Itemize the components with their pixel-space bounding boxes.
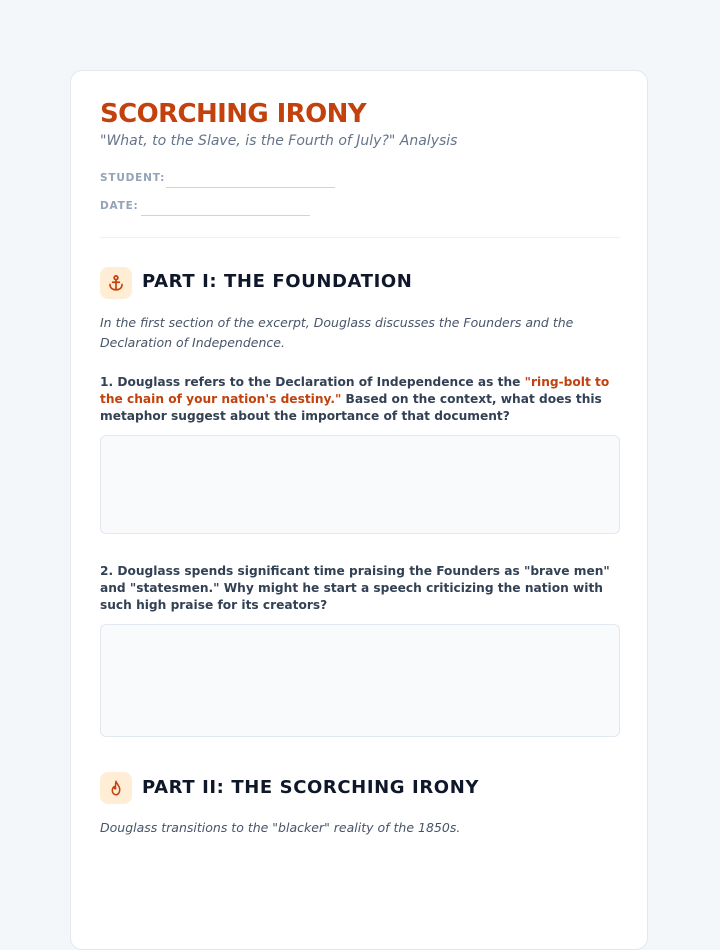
question-1-suffix: Based on the context, what does this metaphor suggest about the importance of that document? xyxy=(100,392,602,423)
date-label: DATE: xyxy=(100,200,139,212)
part2-intro: Douglass transitions to the "blacker" reality of the 1850s. xyxy=(100,820,461,835)
part1-intro: In the first section of the excerpt, Douglass discusses the Founders and the Declaration of Independence. xyxy=(100,315,574,350)
worksheet-card xyxy=(70,70,648,950)
header-divider xyxy=(100,237,620,238)
worksheet-subtitle: "What, to the Slave, is the Fourth of July?" Analysis xyxy=(100,133,458,149)
answer-box-1[interactable] xyxy=(100,435,620,534)
flame-icon xyxy=(100,772,132,804)
question-1-prefix: 1. Douglass refers to the Declaration of Independence as the xyxy=(100,375,525,389)
part1-title: PART I: THE FOUNDATION xyxy=(142,271,413,292)
question-1 xyxy=(100,374,620,425)
answer-box-2[interactable] xyxy=(100,624,620,737)
worksheet-title: SCORCHING IRONY xyxy=(100,99,366,129)
anchor-icon xyxy=(100,267,132,299)
part2-title: PART II: THE SCORCHING IRONY xyxy=(142,777,480,798)
student-field[interactable] xyxy=(166,187,335,188)
date-field[interactable] xyxy=(141,215,310,216)
question-1-highlight: "ring-bolt to the chain of your nation's destiny." xyxy=(100,375,610,406)
student-label: STUDENT: xyxy=(100,172,166,184)
question-2: 2. Douglass spends significant time praising the Founders as "brave men" and "statesmen." Why might he start a speech criticizing the nation with such high praise for its creators? xyxy=(100,564,610,612)
